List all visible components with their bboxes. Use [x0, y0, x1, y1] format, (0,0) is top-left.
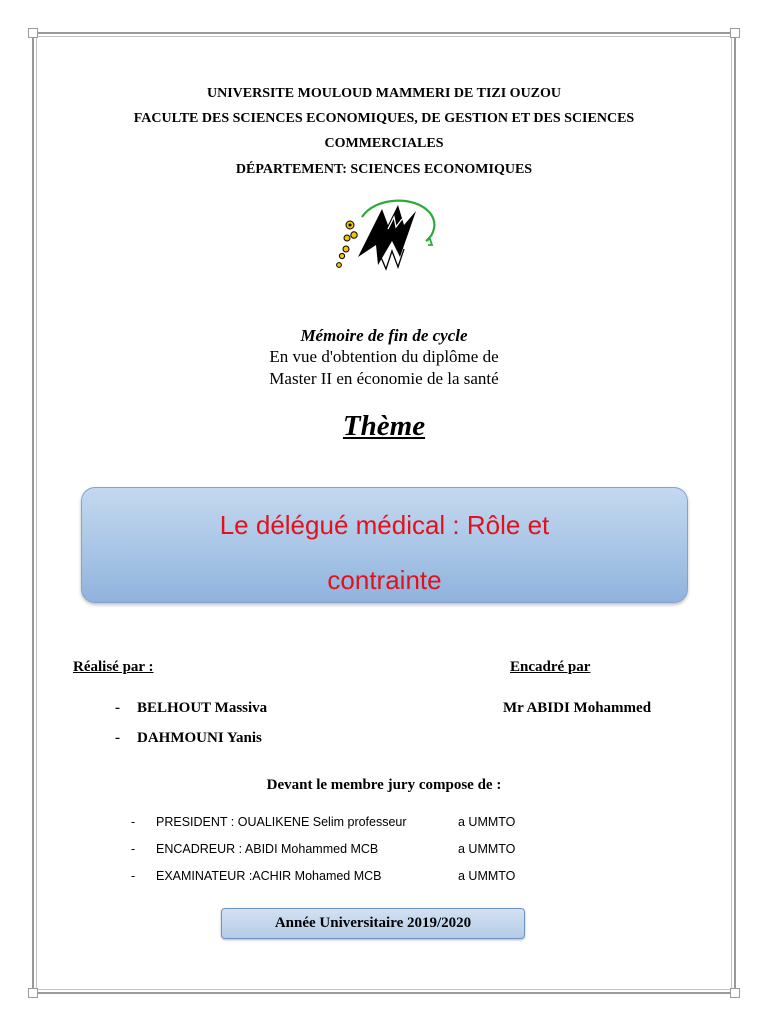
memoire-line1: En vue d'obtention du diplôme de — [269, 347, 499, 366]
faculty-name-line1: FACULTE DES SCIENCES ECONOMIQUES, DE GESTION ET DES SCIENCES — [133, 111, 635, 126]
theme-label: Thème — [342, 410, 426, 442]
author-dash: - — [115, 730, 120, 746]
memoire-line2: Master II en économie de la santé — [269, 369, 499, 388]
realise-label: Réalisé par : — [73, 659, 154, 675]
faculty-name-line2: COMMERCIALES — [324, 136, 444, 151]
supervisor-name: Mr ABIDI Mohammed — [503, 700, 652, 716]
department-name: DÉPARTEMENT: SCIENCES ECONOMIQUES — [235, 162, 533, 177]
jury-member-role: PRESIDENT : OUALIKENE Selim professeur — [156, 815, 407, 829]
theme-title-line2: contrainte — [327, 565, 442, 595]
jury-member-place: a UMMTO — [458, 869, 516, 883]
jury-member-role: EXAMINATEUR :ACHIR Mohamed MCB — [156, 869, 382, 883]
memoire-title: Mémoire de fin de cycle — [300, 326, 468, 345]
university-logo-icon — [330, 195, 440, 275]
jury-member-role: ENCADREUR : ABIDI Mohammed MCB — [156, 842, 379, 856]
jury-heading: Devant le membre jury compose de : — [266, 777, 502, 793]
border-corner — [730, 28, 740, 38]
author-dash: - — [115, 700, 120, 716]
academic-year-badge: Année Universitaire 2019/2020 — [221, 908, 525, 939]
border-corner — [28, 28, 38, 38]
jury-member-dash: - — [131, 842, 136, 856]
theme-title-line1: Le délégué médical : Rôle et — [219, 510, 550, 540]
encadre-label: Encadré par — [510, 659, 591, 675]
author-name: DAHMOUNI Yanis — [137, 730, 262, 746]
border-corner — [28, 988, 38, 998]
jury-member-dash: - — [131, 815, 136, 829]
border-corner — [730, 988, 740, 998]
university-name: UNIVERSITE MOULOUD MAMMERI DE TIZI OUZOU — [206, 86, 562, 101]
jury-member-dash: - — [131, 869, 136, 883]
jury-member-place: a UMMTO — [458, 815, 516, 829]
jury-member-place: a UMMTO — [458, 842, 516, 856]
author-name: BELHOUT Massiva — [137, 700, 268, 716]
